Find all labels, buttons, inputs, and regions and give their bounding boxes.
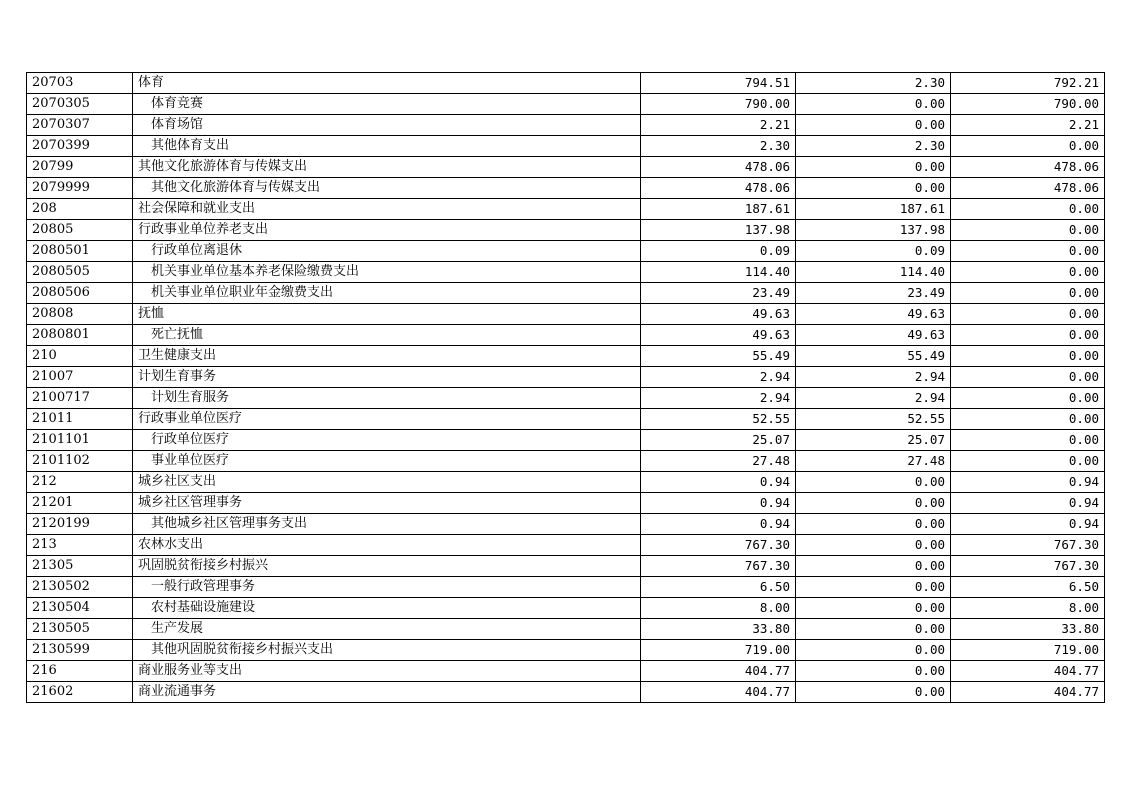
total-amount-cell: 2.30 [641,136,796,157]
project-expenditure-cell: 0.00 [951,430,1105,451]
total-amount-cell: 6.50 [641,577,796,598]
project-expenditure-cell: 0.00 [951,199,1105,220]
table-row [27,577,1105,598]
project-expenditure-cell: 0.94 [951,472,1105,493]
account-name-cell: 其他巩固脱贫衔接乡村振兴支出 [133,640,641,661]
total-amount-cell: 187.61 [641,199,796,220]
table-row [27,556,1105,577]
budget-table-body [27,73,1105,703]
project-expenditure-cell: 0.00 [951,241,1105,262]
basic-expenditure-cell: 0.00 [796,472,951,493]
total-amount-cell: 49.63 [641,304,796,325]
basic-expenditure-cell: 114.40 [796,262,951,283]
account-name-cell: 行政单位医疗 [133,430,641,451]
account-name-cell: 巩固脱贫衔接乡村振兴 [133,556,641,577]
total-amount-cell: 23.49 [641,283,796,304]
basic-expenditure-cell: 0.00 [796,640,951,661]
account-code-cell: 2070399 [27,136,133,157]
account-code-cell: 20808 [27,304,133,325]
basic-expenditure-cell: 0.00 [796,178,951,199]
account-name-cell: 生产发展 [133,619,641,640]
account-code-cell: 2070307 [27,115,133,136]
budget-table [26,72,1105,703]
table-row [27,640,1105,661]
project-expenditure-cell: 719.00 [951,640,1105,661]
basic-expenditure-cell: 49.63 [796,304,951,325]
basic-expenditure-cell: 0.00 [796,682,951,703]
table-row [27,598,1105,619]
account-name-cell: 事业单位医疗 [133,451,641,472]
account-name-cell: 死亡抚恤 [133,325,641,346]
account-code-cell: 21007 [27,367,133,388]
account-code-cell: 2130502 [27,577,133,598]
total-amount-cell: 404.77 [641,661,796,682]
table-row [27,451,1105,472]
table-row [27,472,1105,493]
total-amount-cell: 0.94 [641,472,796,493]
account-code-cell: 21305 [27,556,133,577]
basic-expenditure-cell: 0.00 [796,514,951,535]
project-expenditure-cell: 767.30 [951,535,1105,556]
table-row [27,178,1105,199]
account-name-cell: 卫生健康支出 [133,346,641,367]
table-row [27,220,1105,241]
total-amount-cell: 2.21 [641,115,796,136]
account-code-cell: 21011 [27,409,133,430]
basic-expenditure-cell: 25.07 [796,430,951,451]
basic-expenditure-cell: 49.63 [796,325,951,346]
account-code-cell: 2080801 [27,325,133,346]
table-row [27,199,1105,220]
project-expenditure-cell: 0.00 [951,367,1105,388]
project-expenditure-cell: 0.94 [951,493,1105,514]
account-code-cell: 2101101 [27,430,133,451]
basic-expenditure-cell: 23.49 [796,283,951,304]
total-amount-cell: 8.00 [641,598,796,619]
account-name-cell: 行政事业单位养老支出 [133,220,641,241]
total-amount-cell: 0.94 [641,514,796,535]
basic-expenditure-cell: 0.00 [796,598,951,619]
basic-expenditure-cell: 2.30 [796,73,951,94]
table-row [27,388,1105,409]
account-code-cell: 21201 [27,493,133,514]
basic-expenditure-cell: 0.00 [796,535,951,556]
basic-expenditure-cell: 0.00 [796,577,951,598]
table-row [27,493,1105,514]
table-row [27,94,1105,115]
account-name-cell: 农村基础设施建设 [133,598,641,619]
basic-expenditure-cell: 187.61 [796,199,951,220]
account-name-cell: 农林水支出 [133,535,641,556]
basic-expenditure-cell: 0.00 [796,493,951,514]
total-amount-cell: 137.98 [641,220,796,241]
total-amount-cell: 114.40 [641,262,796,283]
project-expenditure-cell: 0.00 [951,451,1105,472]
total-amount-cell: 767.30 [641,535,796,556]
account-name-cell: 商业服务业等支出 [133,661,641,682]
account-name-cell: 其他文化旅游体育与传媒支出 [133,157,641,178]
basic-expenditure-cell: 0.00 [796,115,951,136]
account-code-cell: 208 [27,199,133,220]
account-code-cell: 2120199 [27,514,133,535]
account-code-cell: 2080506 [27,283,133,304]
basic-expenditure-cell: 52.55 [796,409,951,430]
account-name-cell: 城乡社区支出 [133,472,641,493]
total-amount-cell: 794.51 [641,73,796,94]
table-row [27,115,1105,136]
total-amount-cell: 33.80 [641,619,796,640]
basic-expenditure-cell: 2.30 [796,136,951,157]
table-row [27,136,1105,157]
account-name-cell: 行政单位离退休 [133,241,641,262]
account-name-cell: 机关事业单位基本养老保险缴费支出 [133,262,641,283]
table-row [27,619,1105,640]
basic-expenditure-cell: 2.94 [796,388,951,409]
account-name-cell: 计划生育事务 [133,367,641,388]
basic-expenditure-cell: 27.48 [796,451,951,472]
table-row [27,346,1105,367]
table-row [27,262,1105,283]
total-amount-cell: 404.77 [641,682,796,703]
account-code-cell: 20799 [27,157,133,178]
project-expenditure-cell: 0.00 [951,409,1105,430]
account-name-cell: 机关事业单位职业年金缴费支出 [133,283,641,304]
account-name-cell: 体育竞赛 [133,94,641,115]
table-row [27,304,1105,325]
account-code-cell: 2070305 [27,94,133,115]
table-row [27,73,1105,94]
account-code-cell: 20805 [27,220,133,241]
project-expenditure-cell: 0.00 [951,262,1105,283]
table-row [27,661,1105,682]
project-expenditure-cell: 2.21 [951,115,1105,136]
table-row [27,325,1105,346]
total-amount-cell: 0.09 [641,241,796,262]
project-expenditure-cell: 6.50 [951,577,1105,598]
project-expenditure-cell: 0.00 [951,283,1105,304]
account-name-cell: 抚恤 [133,304,641,325]
basic-expenditure-cell: 0.00 [796,619,951,640]
project-expenditure-cell: 478.06 [951,157,1105,178]
account-code-cell: 2080501 [27,241,133,262]
table-row [27,682,1105,703]
project-expenditure-cell: 0.00 [951,325,1105,346]
basic-expenditure-cell: 2.94 [796,367,951,388]
basic-expenditure-cell: 0.00 [796,661,951,682]
total-amount-cell: 2.94 [641,367,796,388]
account-name-cell: 体育 [133,73,641,94]
total-amount-cell: 790.00 [641,94,796,115]
account-code-cell: 2130599 [27,640,133,661]
basic-expenditure-cell: 0.09 [796,241,951,262]
account-code-cell: 210 [27,346,133,367]
total-amount-cell: 25.07 [641,430,796,451]
account-name-cell: 一般行政管理事务 [133,577,641,598]
total-amount-cell: 2.94 [641,388,796,409]
total-amount-cell: 55.49 [641,346,796,367]
project-expenditure-cell: 0.00 [951,304,1105,325]
project-expenditure-cell: 767.30 [951,556,1105,577]
project-expenditure-cell: 792.21 [951,73,1105,94]
account-name-cell: 其他文化旅游体育与传媒支出 [133,178,641,199]
project-expenditure-cell: 790.00 [951,94,1105,115]
table-row [27,367,1105,388]
table-row [27,409,1105,430]
total-amount-cell: 478.06 [641,157,796,178]
account-name-cell: 体育场馆 [133,115,641,136]
total-amount-cell: 478.06 [641,178,796,199]
total-amount-cell: 767.30 [641,556,796,577]
account-code-cell: 21602 [27,682,133,703]
account-code-cell: 213 [27,535,133,556]
account-name-cell: 其他城乡社区管理事务支出 [133,514,641,535]
account-code-cell: 2101102 [27,451,133,472]
project-expenditure-cell: 0.00 [951,220,1105,241]
project-expenditure-cell: 33.80 [951,619,1105,640]
project-expenditure-cell: 478.06 [951,178,1105,199]
account-name-cell: 商业流通事务 [133,682,641,703]
account-name-cell: 其他体育支出 [133,136,641,157]
total-amount-cell: 0.94 [641,493,796,514]
account-name-cell: 行政事业单位医疗 [133,409,641,430]
account-code-cell: 2130504 [27,598,133,619]
project-expenditure-cell: 8.00 [951,598,1105,619]
table-row [27,430,1105,451]
project-expenditure-cell: 404.77 [951,682,1105,703]
project-expenditure-cell: 0.00 [951,136,1105,157]
total-amount-cell: 719.00 [641,640,796,661]
project-expenditure-cell: 0.00 [951,346,1105,367]
table-row [27,283,1105,304]
account-code-cell: 212 [27,472,133,493]
account-name-cell: 城乡社区管理事务 [133,493,641,514]
table-row [27,514,1105,535]
project-expenditure-cell: 404.77 [951,661,1105,682]
project-expenditure-cell: 0.00 [951,388,1105,409]
table-row [27,535,1105,556]
total-amount-cell: 52.55 [641,409,796,430]
account-name-cell: 社会保障和就业支出 [133,199,641,220]
table-row [27,157,1105,178]
total-amount-cell: 27.48 [641,451,796,472]
account-code-cell: 20703 [27,73,133,94]
account-code-cell: 2079999 [27,178,133,199]
basic-expenditure-cell: 0.00 [796,157,951,178]
account-name-cell: 计划生育服务 [133,388,641,409]
account-code-cell: 2130505 [27,619,133,640]
account-code-cell: 2080505 [27,262,133,283]
account-code-cell: 216 [27,661,133,682]
table-row [27,241,1105,262]
basic-expenditure-cell: 55.49 [796,346,951,367]
account-code-cell: 2100717 [27,388,133,409]
basic-expenditure-cell: 137.98 [796,220,951,241]
total-amount-cell: 49.63 [641,325,796,346]
project-expenditure-cell: 0.94 [951,514,1105,535]
basic-expenditure-cell: 0.00 [796,94,951,115]
basic-expenditure-cell: 0.00 [796,556,951,577]
